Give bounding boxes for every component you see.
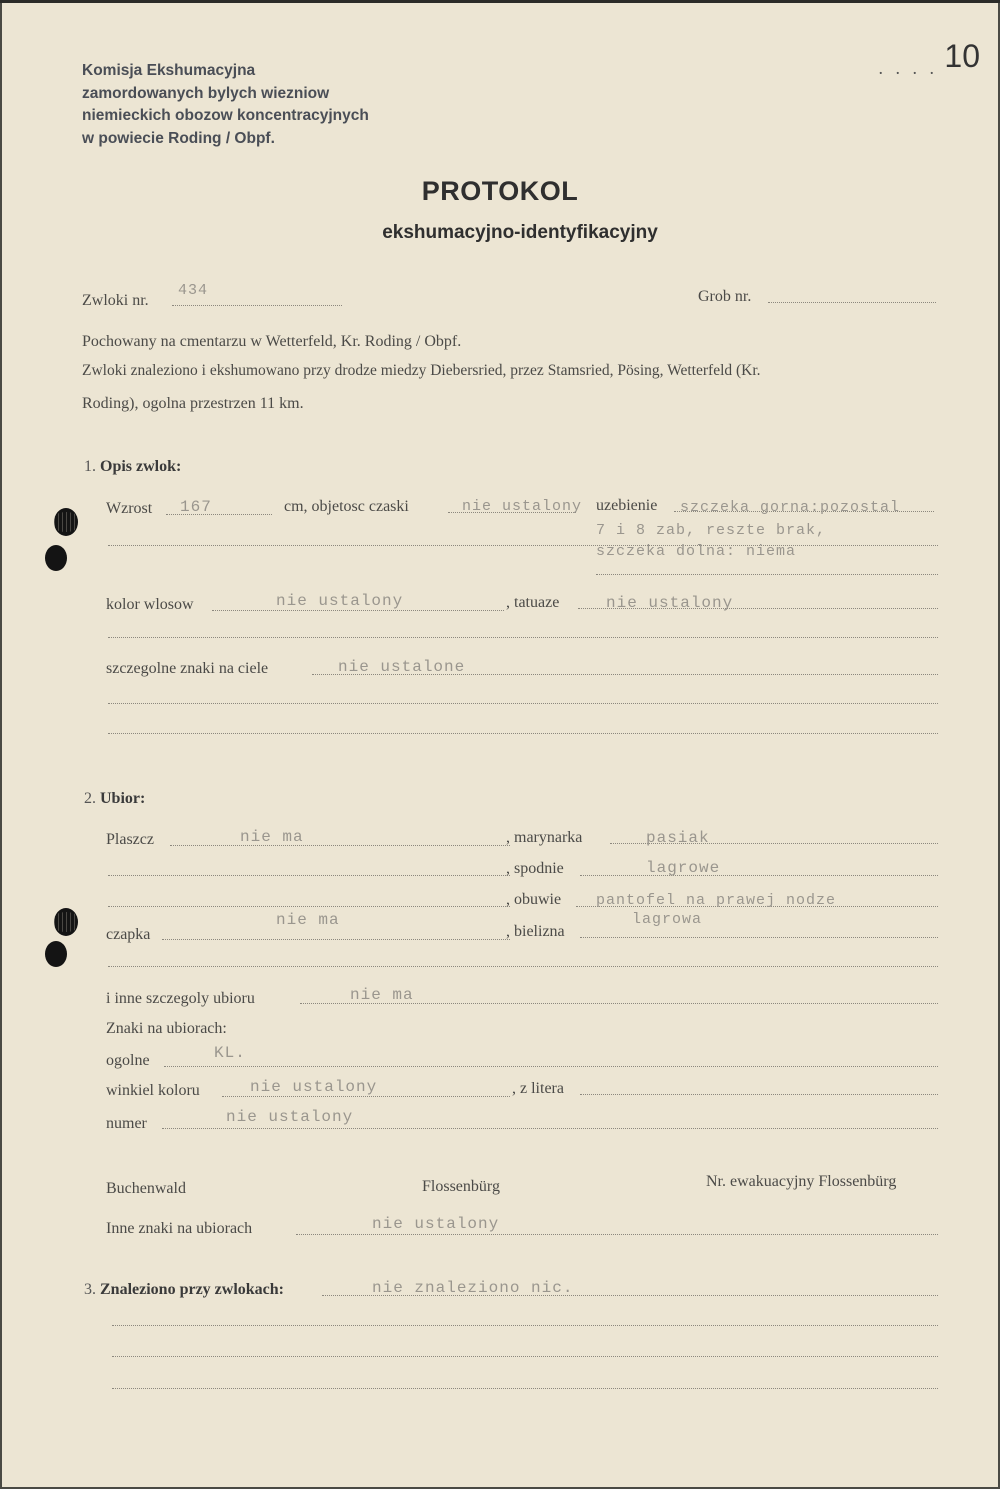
ewakuacyjny-label: Nr. ewakuacyjny Flossenbürg [706,1173,897,1190]
spodnie-label: , spodnie [506,860,564,877]
plaszcz-label: Plaszcz [106,831,154,848]
page-title: PROTOKOL [421,176,579,206]
uzebienie-value: 7 i 8 zab, reszte brak, [596,522,827,539]
ogolne-label: ogolne [106,1052,150,1069]
grob-label: Grob nr. [698,288,752,305]
bielizna-label: , bielizna [506,923,565,940]
obuwie-value: pantofel na prawej nodze [596,892,837,909]
inne-znaki-label: Inne znaki na ubiorach [106,1220,253,1237]
burial-line: Pochowany na cmentarzu w Wetterfeld, Kr. Roding / Obpf. [82,333,462,350]
tatuaze-value: nie ustalony [606,594,734,612]
obuwie-label: , obuwie [506,891,562,908]
header-line: zamordowanych bylych wiezniow [82,84,330,102]
numer-value: nie ustalony [226,1108,354,1126]
section-3-title: 3. Znaleziono przy zwlokach: [84,1281,284,1298]
winkiel-label: winkiel koloru [106,1082,200,1099]
czapka-label: czapka [106,926,151,943]
wzrost-value: 167 [180,498,212,516]
found-line: Roding), ogolna przestrzen 11 km. [82,395,304,412]
kolor-value: nie ustalony [276,592,404,610]
ogolne-value: KL. [214,1044,246,1062]
punch-hole [45,545,67,571]
winkiel-value: nie ustalony [250,1078,378,1096]
found-line: Zwloki znaleziono i ekshumowano przy drodze miedzy Diebersried, przez Stamsried, Pösing, Wetterfeld (Kr. [82,362,761,379]
uzebienie-value: szczeka gorna:pozostal [680,499,901,516]
spodnie-value: lagrowe [646,859,721,877]
litera-label: , z litera [512,1080,564,1097]
section-3-value: nie znaleziono nic. [372,1279,574,1297]
inne-label: i inne szczegoly ubioru [106,990,255,1007]
kolor-label: kolor wlosow [106,596,194,613]
section-1-title: 1. Opis zwlok: [84,458,182,475]
page-subtitle: ekshumacyjno-identyfikacyjny [382,222,658,243]
marynarka-label: , marynarka [506,829,583,846]
wzrost-label: Wzrost [106,500,153,517]
uzebienie-value: szczeka dolna: niema [596,543,797,560]
commission-header [82,60,369,150]
uzebienie-label: uzebienie [596,497,658,514]
czapka-value: nie ma [276,911,340,929]
tatuaze-label: , tatuaze [506,594,560,611]
flossenburg-label: Flossenbürg [422,1178,500,1195]
inne-znaki-value: nie ustalony [372,1215,500,1233]
znaki-value: nie ustalone [338,658,466,676]
punch-hole [54,508,78,536]
page-number-dots: . . . . [878,58,938,78]
zwloki-label: Zwloki nr. [82,292,149,309]
numer-label: numer [106,1115,147,1132]
plaszcz-value: nie ma [240,828,304,846]
punch-hole [45,941,67,967]
znaki-label: szczegolne znaki na ciele [106,660,269,677]
bielizna-value: lagrowa [632,911,703,928]
page-number: 10 [944,38,980,74]
header-line: w powiecie Roding / Obpf. [82,129,275,147]
punch-hole [54,908,78,936]
zwloki-value: 434 [178,282,209,299]
inne-value: nie ma [350,986,414,1004]
section-2-title: 2. Ubior: [84,790,146,807]
marynarka-value: pasiak [646,829,710,847]
buchenwald-label: Buchenwald [106,1180,186,1197]
header-line: Komisja Ekshumacyjna [82,62,256,79]
znaki-ubior-label: Znaki na ubiorach: [106,1020,227,1037]
czaska-value: nie ustalony [462,498,583,515]
cm-label: cm, objetosc czaski [284,498,409,515]
header-line: niemieckich obozow koncentracyjnych [82,107,369,124]
